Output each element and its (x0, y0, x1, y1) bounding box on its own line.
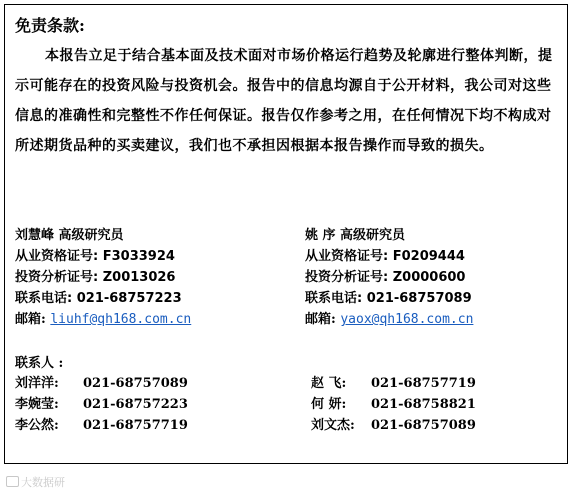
disclaimer-title: 免责条款: (15, 16, 85, 35)
contact-name: 李公然: (15, 418, 59, 433)
contacts-right (311, 373, 476, 436)
analyst-analysis-cert: 投资分析证号: Z0013026 (15, 270, 176, 285)
contact-phone: 021-68757089 (83, 376, 188, 391)
watermark (6, 474, 65, 490)
contact-phone: 021-68758821 (371, 397, 476, 412)
contact-phone: 021-68757719 (83, 418, 188, 433)
email-label: 邮箱: (305, 312, 336, 327)
contact-phone: 021-68757223 (83, 397, 188, 412)
analyst-qualification: 从业资格证号: F0209444 (305, 249, 465, 264)
analyst-card (305, 225, 473, 330)
disclaimer-body: 本报告立足于结合基本面及技术面对市场价格运行趋势及轮廓进行整体判断，提示可能存在的投资风险与投资机会。报告中的信息均源自于公开材料，我公司对这些信息的准确性和完整性不作任何保证。报告仅作参考之用，在任何情况下均不构成对所述期货品种的买卖建议，我们也不承担因根据本报告操作而导致的损失。 (15, 48, 553, 154)
contact-name: 何 妍: (311, 397, 347, 412)
analyst-email-row (305, 309, 473, 330)
analyst-phone: 联系电话: 021-68757089 (305, 291, 472, 306)
contact-item (15, 394, 188, 415)
email-link[interactable]: liuhf@qh168.com.cn (50, 312, 192, 327)
analyst-qualification: 从业资格证号: F3033924 (15, 249, 175, 264)
disclaimer-box (4, 4, 568, 464)
analyst-name: 刘慧峰 高级研究员 (15, 228, 124, 243)
analyst-name: 姚 序 高级研究员 (305, 228, 406, 243)
analyst-email-row (15, 309, 191, 330)
contact-item (311, 394, 476, 415)
contact-item (311, 373, 476, 394)
contact-name: 李婉莹: (15, 397, 59, 412)
contact-item (15, 415, 188, 436)
analyst-card (15, 225, 191, 330)
contact-phone: 021-68757719 (371, 376, 476, 391)
contact-item (311, 415, 476, 436)
contact-name: 刘洋洋: (15, 376, 59, 391)
contacts-title: 联系人 : (15, 356, 64, 371)
contact-name: 刘文杰: (311, 418, 355, 433)
email-label: 邮箱: (15, 312, 46, 327)
email-link[interactable]: yaox@qh168.com.cn (340, 312, 474, 327)
contact-phone: 021-68757089 (371, 418, 476, 433)
analyst-phone: 联系电话: 021-68757223 (15, 291, 182, 306)
contact-name: 赵 飞: (311, 376, 347, 391)
watermark-text: 大数据研 (21, 476, 65, 489)
contacts-left (15, 373, 188, 436)
analyst-analysis-cert: 投资分析证号: Z0000600 (305, 270, 466, 285)
watermark-icon (6, 476, 19, 487)
contact-item (15, 373, 188, 394)
